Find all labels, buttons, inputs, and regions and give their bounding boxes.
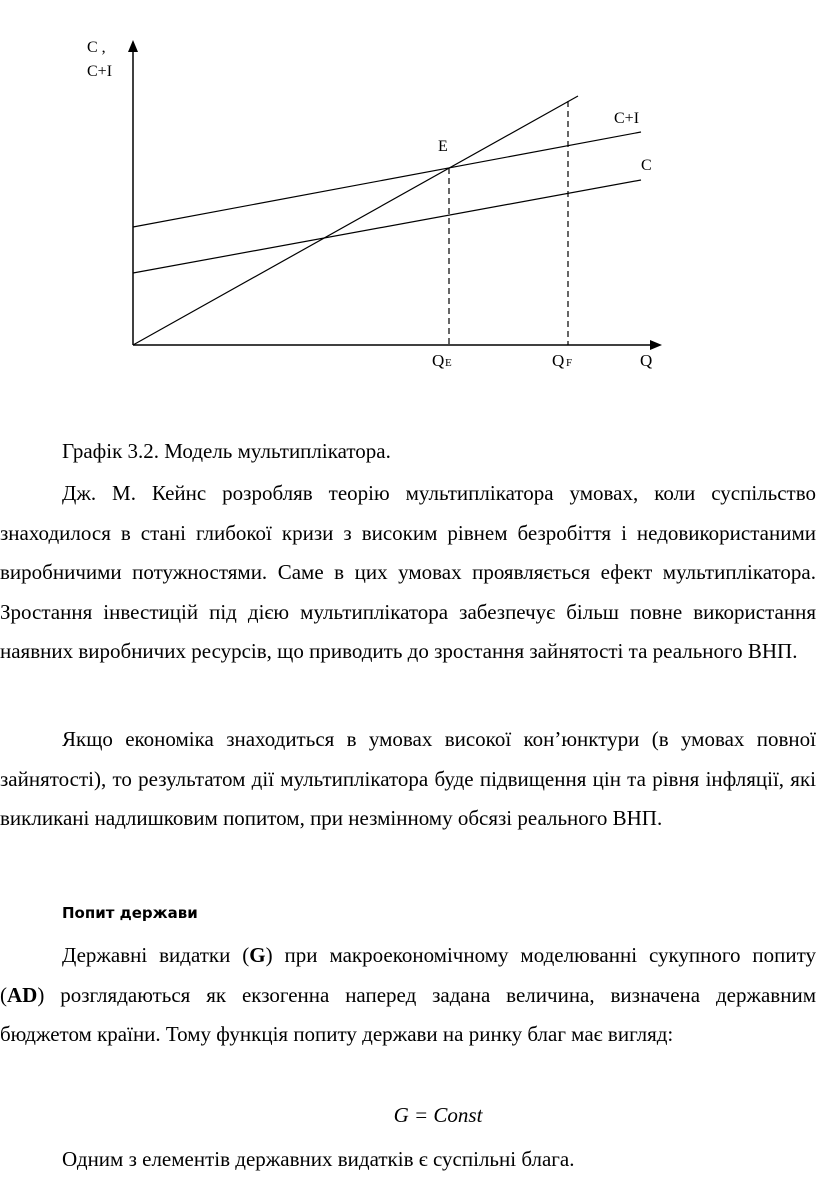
- paragraph3-text-2: ) при макроекономічному моделюванні сукупного попиту (: [0, 943, 816, 1007]
- c-plus-i-label: C+I: [614, 110, 640, 127]
- c-plus-i-line: [133, 132, 641, 227]
- forty-five-degree-line: [133, 96, 578, 345]
- paragraph3-text-1: Державні видатки (: [62, 943, 250, 967]
- qe-subscript: E: [445, 357, 452, 369]
- qf-subscript: F: [566, 357, 573, 369]
- qf-label: Q: [552, 351, 565, 370]
- multiplier-model-figure: [0, 0, 816, 400]
- paragraph-keynes: Дж. М. Кейнс розробляв теорію мультиплікатора умовах, коли суспільство знаходилося в стані глибокої кризи з високим рівнем безробіття і недовикористаними виробничими потужностями. Саме в цих умовах проявляється ефект мультиплікатора. Зростання інвестицій під дією мультиплікатора забезпечує більш повне використання наявних виробничих ресурсів, що приводить до зростання зайнятості та реального ВНП.: [0, 481, 816, 663]
- equilibrium-label: E: [438, 138, 448, 155]
- y-axis-label-line1: C ,: [87, 39, 106, 56]
- qe-label: Q: [432, 351, 445, 370]
- c-label: C: [641, 157, 652, 174]
- paragraph-public-goods: Одним з елементів державних видатків є суспільні блага.: [62, 1147, 575, 1171]
- paragraph-government-spending: [0, 936, 816, 1055]
- g-symbol: G: [249, 943, 266, 967]
- y-axis-label-line2: C+I: [87, 63, 113, 80]
- consumption-line: [133, 180, 641, 273]
- paragraph3-text-3: ) розглядаються як екзогенна наперед задана величина, визначена державним бюджетом країни. Тому функція попиту держави на ринку благ має вигляд:: [0, 982, 816, 1046]
- ad-symbol: AD: [7, 982, 38, 1007]
- figure-caption: Графік 3.2. Модель мультиплікатора.: [62, 439, 391, 463]
- paragraph-full-employment: Якщо економіка знаходиться в умовах високої кон’юнктури (в умовах повної зайнятості), то результатом дії мультиплікатора буде підвищення цін та рівня інфляції, які викликані надлишковим попитом, при незмінному обсязі реального ВНП.: [0, 727, 816, 830]
- y-axis-arrow: [128, 40, 138, 52]
- formula: G = Const: [393, 1103, 483, 1127]
- x-axis-arrow: [650, 340, 662, 350]
- section-heading: Попит держави: [62, 904, 198, 922]
- x-axis-label: Q: [640, 351, 653, 370]
